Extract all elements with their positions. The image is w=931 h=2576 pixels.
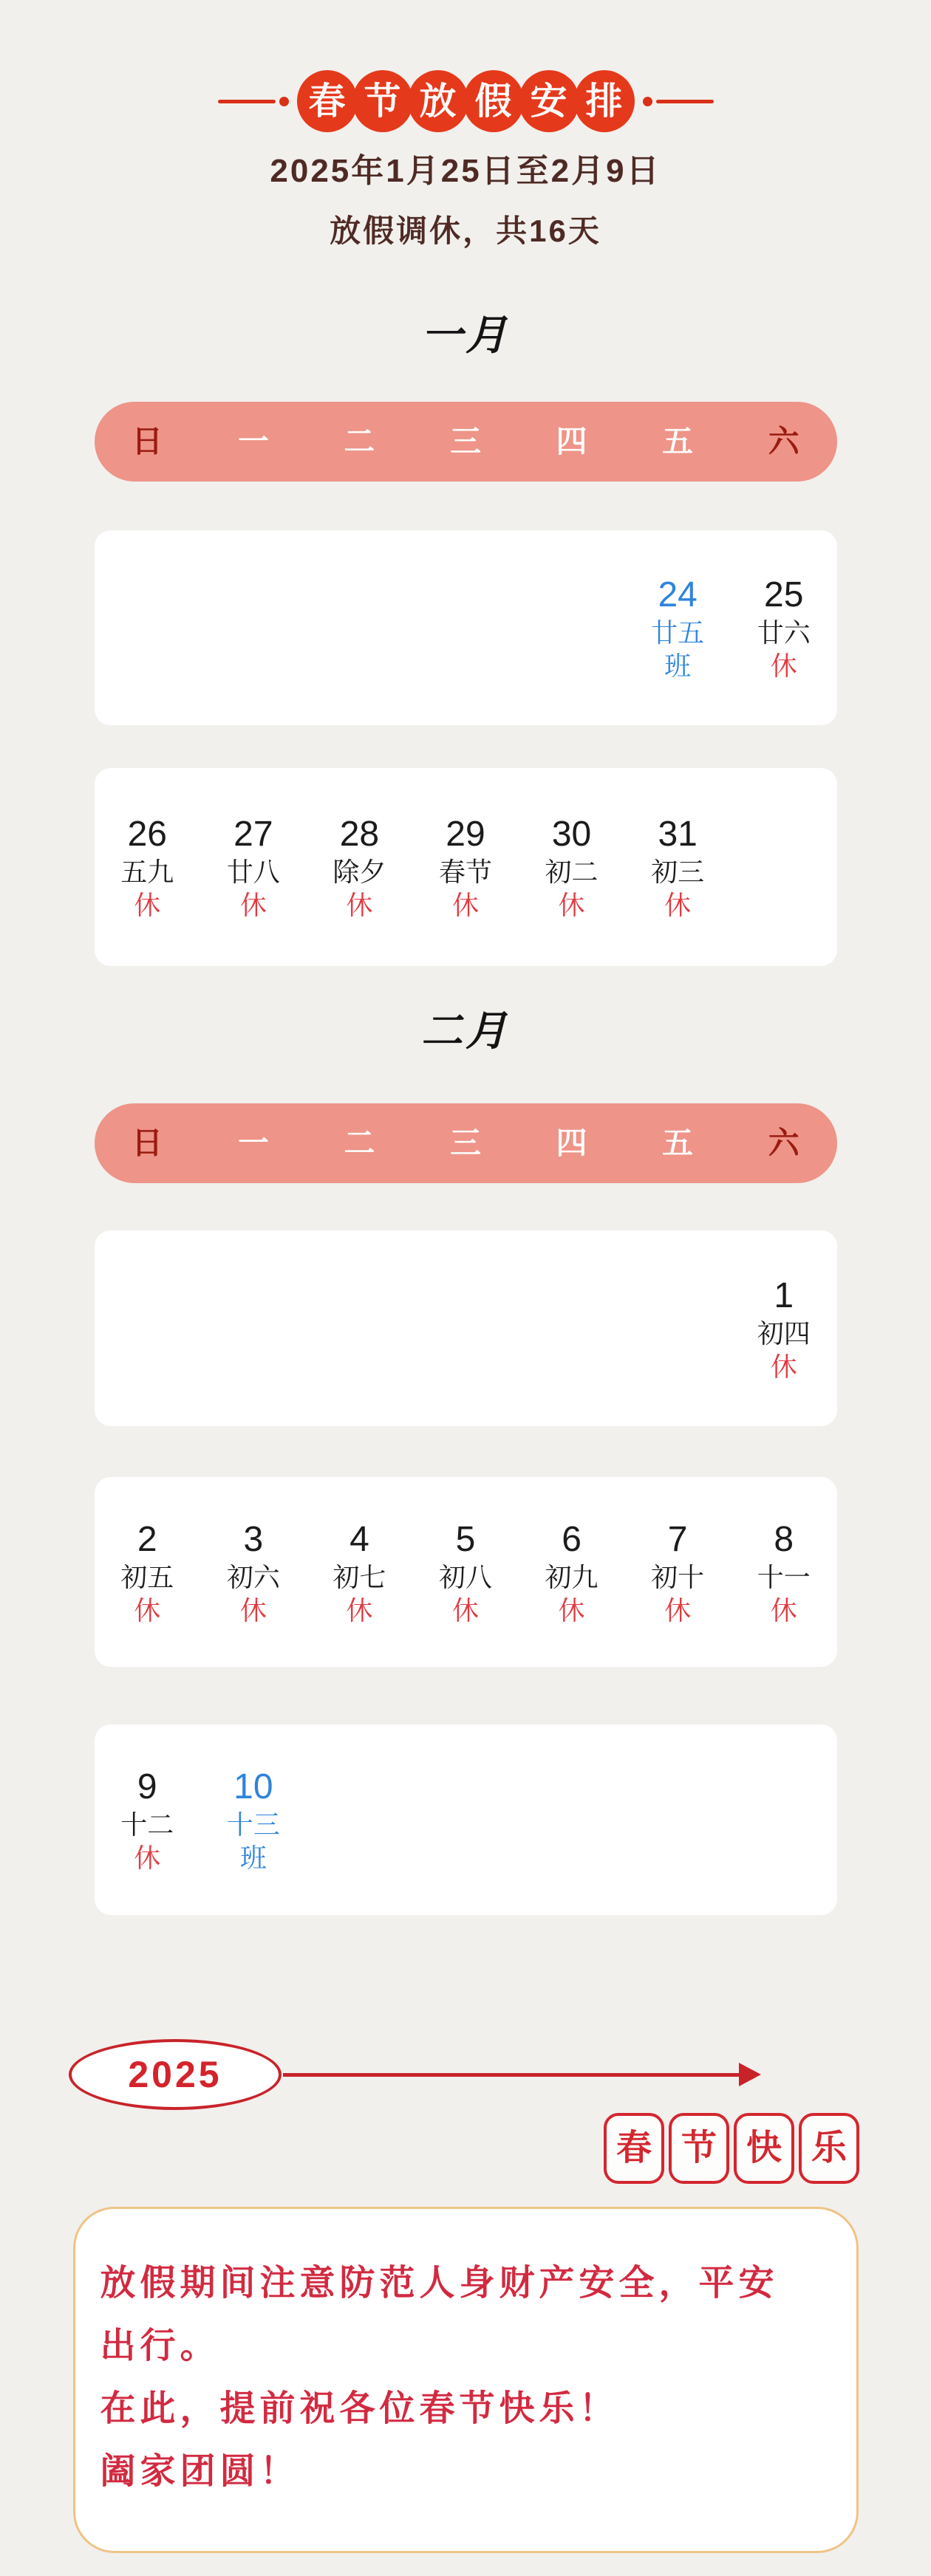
weekday-1: 一 bbox=[237, 1126, 269, 1160]
day-cell bbox=[95, 1724, 201, 1915]
day-lunar-label: 初三 bbox=[651, 857, 705, 887]
badge-char: 春 bbox=[297, 70, 358, 132]
empty-cell bbox=[519, 1230, 625, 1426]
notice-box bbox=[73, 2207, 859, 2553]
day-cell bbox=[307, 1477, 413, 1667]
day-number: 26 bbox=[127, 815, 167, 854]
empty-cell bbox=[624, 1230, 731, 1426]
year-arrow-row bbox=[0, 2039, 931, 2110]
day-lunar-label: 廿六 bbox=[757, 617, 811, 648]
day-cell bbox=[200, 1724, 307, 1915]
day-number: 4 bbox=[349, 1519, 369, 1559]
weekday-5: 五 bbox=[662, 1126, 694, 1160]
day-number: 27 bbox=[233, 815, 273, 854]
day-lunar-label: 初七 bbox=[332, 1561, 386, 1592]
day-status-label: 休 bbox=[664, 1594, 692, 1626]
day-cell bbox=[731, 1477, 837, 1667]
day-cell bbox=[624, 1477, 731, 1667]
empty-cell bbox=[731, 1724, 837, 1915]
day-lunar-label: 廿五 bbox=[651, 617, 705, 648]
title-badge bbox=[297, 70, 635, 132]
calendar-row-card bbox=[95, 1724, 837, 1915]
weekday-0: 日 bbox=[132, 1126, 163, 1160]
greeting-row bbox=[0, 2113, 931, 2184]
weekday-5: 五 bbox=[662, 424, 694, 459]
day-lunar-label: 五九 bbox=[120, 857, 174, 887]
empty-cell bbox=[412, 1724, 519, 1915]
empty-cell bbox=[519, 1724, 625, 1915]
day-status-label: 休 bbox=[239, 890, 267, 920]
day-status-label: 休 bbox=[664, 890, 692, 920]
right-decoration bbox=[639, 97, 714, 106]
left-decoration bbox=[218, 97, 293, 106]
badge-char: 排 bbox=[574, 70, 635, 132]
day-number: 31 bbox=[658, 815, 698, 854]
day-lunar-label: 十三 bbox=[226, 1809, 280, 1840]
day-number: 7 bbox=[667, 1519, 688, 1559]
day-number: 10 bbox=[233, 1767, 273, 1806]
day-cell bbox=[624, 530, 731, 725]
day-lunar-label: 初六 bbox=[226, 1561, 280, 1592]
day-status-label: 休 bbox=[558, 890, 585, 920]
timeline-arrow-line bbox=[283, 2073, 740, 2077]
weekday-header-january bbox=[95, 402, 837, 482]
day-status-label: 班 bbox=[664, 651, 692, 681]
day-lunar-label: 廿八 bbox=[226, 857, 280, 887]
year-badge bbox=[69, 2039, 282, 2110]
day-lunar-label: 十二 bbox=[120, 1809, 174, 1840]
day-cell bbox=[624, 768, 731, 966]
day-number: 6 bbox=[562, 1519, 582, 1559]
day-status-label: 休 bbox=[346, 1594, 373, 1626]
empty-cell bbox=[200, 530, 307, 725]
empty-cell bbox=[624, 1724, 731, 1915]
day-number: 30 bbox=[551, 815, 592, 854]
day-cell bbox=[731, 1230, 837, 1426]
day-cell bbox=[95, 1477, 201, 1667]
day-lunar-label: 初五 bbox=[120, 1561, 174, 1592]
empty-cell bbox=[412, 1230, 519, 1426]
right-dash-icon bbox=[656, 100, 714, 103]
greeting-box bbox=[799, 2113, 859, 2184]
badge-char: 放 bbox=[408, 70, 468, 132]
weekday-1: 一 bbox=[237, 424, 269, 459]
greeting-char: 节 bbox=[681, 2128, 717, 2168]
day-number: 1 bbox=[774, 1275, 794, 1315]
day-number: 25 bbox=[764, 575, 804, 614]
empty-cell bbox=[519, 530, 625, 725]
day-lunar-label: 春节 bbox=[438, 857, 492, 887]
day-number: 29 bbox=[446, 815, 485, 854]
day-cell bbox=[731, 530, 837, 725]
calendar-cards-january bbox=[95, 482, 837, 966]
day-cell bbox=[412, 768, 519, 966]
empty-cell bbox=[412, 530, 519, 725]
empty-cell bbox=[200, 1230, 307, 1426]
day-number: 2 bbox=[137, 1519, 157, 1559]
day-number: 24 bbox=[658, 575, 698, 614]
month-section-february bbox=[95, 1007, 837, 1915]
weekday-4: 四 bbox=[556, 1126, 587, 1160]
day-cell bbox=[95, 768, 201, 966]
weekday-0: 日 bbox=[132, 424, 163, 459]
right-dot-icon bbox=[643, 97, 652, 106]
month-section-january bbox=[95, 312, 837, 966]
empty-cell bbox=[307, 1724, 413, 1915]
day-status-label: 休 bbox=[451, 890, 479, 920]
weekday-3: 三 bbox=[449, 1126, 481, 1160]
year-text: 2025 bbox=[128, 2054, 222, 2095]
month-title-february: 二月 bbox=[421, 1007, 510, 1054]
empty-cell bbox=[307, 530, 413, 725]
empty-cell bbox=[731, 768, 837, 966]
holiday-summary-text: 放假调休，共16天 bbox=[330, 213, 601, 248]
day-cell bbox=[519, 1477, 625, 1667]
greeting-box bbox=[734, 2113, 794, 2184]
day-lunar-label: 初十 bbox=[651, 1561, 705, 1592]
weekday-2: 二 bbox=[344, 424, 375, 459]
calendar-row-card bbox=[95, 530, 837, 725]
notice-line: 放假期间注意防范人身财产安全，平安 bbox=[100, 2264, 779, 2303]
day-status-label: 休 bbox=[239, 1594, 267, 1626]
day-lunar-label: 初九 bbox=[545, 1561, 598, 1592]
day-lunar-label: 初四 bbox=[757, 1318, 811, 1349]
notice-line: 出行。 bbox=[100, 2326, 220, 2366]
calendar-cards-february bbox=[95, 1183, 837, 1915]
greeting-char: 快 bbox=[746, 2128, 782, 2168]
day-cell bbox=[307, 768, 413, 966]
day-number: 8 bbox=[774, 1519, 794, 1559]
day-status-label: 休 bbox=[770, 1594, 797, 1626]
title-banner bbox=[218, 69, 714, 133]
weekday-6: 六 bbox=[768, 1126, 799, 1160]
calendar-row-card bbox=[95, 1230, 837, 1426]
day-status-label: 休 bbox=[134, 1594, 161, 1626]
day-number: 3 bbox=[243, 1519, 264, 1559]
day-number: 5 bbox=[455, 1519, 476, 1559]
badge-char: 节 bbox=[352, 70, 413, 132]
weekday-3: 三 bbox=[449, 424, 481, 459]
greeting-box bbox=[669, 2113, 729, 2184]
day-status-label: 休 bbox=[770, 651, 797, 681]
day-status-label: 休 bbox=[134, 1843, 161, 1873]
day-cell bbox=[519, 768, 625, 966]
day-lunar-label: 初二 bbox=[545, 857, 598, 887]
empty-cell bbox=[307, 1230, 413, 1426]
left-dash-icon bbox=[218, 100, 276, 103]
badge-char: 假 bbox=[463, 70, 524, 132]
day-cell bbox=[200, 1477, 307, 1667]
empty-cell bbox=[95, 1230, 201, 1426]
greeting-char: 春 bbox=[615, 2128, 652, 2168]
day-lunar-label: 初八 bbox=[438, 1561, 492, 1592]
empty-cell bbox=[95, 530, 201, 725]
day-status-label: 班 bbox=[239, 1843, 267, 1873]
day-cell bbox=[200, 768, 307, 966]
weekday-6: 六 bbox=[768, 424, 799, 459]
day-number: 28 bbox=[339, 815, 380, 854]
weekday-4: 四 bbox=[556, 424, 587, 459]
calendar-row-card bbox=[95, 1477, 837, 1667]
month-title-january: 一月 bbox=[421, 312, 510, 358]
weekday-2: 二 bbox=[344, 1126, 375, 1160]
badge-char: 安 bbox=[519, 70, 579, 132]
weekday-header-february bbox=[95, 1103, 837, 1183]
day-status-label: 休 bbox=[558, 1594, 585, 1626]
left-dot-icon bbox=[279, 97, 289, 106]
day-cell bbox=[412, 1477, 519, 1667]
greeting-box bbox=[604, 2113, 664, 2184]
day-status-label: 休 bbox=[451, 1594, 479, 1626]
greeting-char: 乐 bbox=[811, 2128, 847, 2168]
date-range-text: 2025年1月25日至2月9日 bbox=[270, 153, 661, 189]
day-status-label: 休 bbox=[770, 1351, 797, 1382]
day-status-label: 休 bbox=[346, 890, 373, 920]
notice-line: 阖家团圆！ bbox=[100, 2452, 300, 2491]
notice-line: 在此，提前祝各位春节快乐！ bbox=[100, 2389, 619, 2428]
day-status-label: 休 bbox=[134, 890, 161, 920]
timeline-arrow-head-icon bbox=[739, 2063, 761, 2086]
day-lunar-label: 除夕 bbox=[332, 857, 386, 887]
day-number: 9 bbox=[137, 1767, 157, 1806]
calendar-row-card bbox=[95, 768, 837, 966]
day-lunar-label: 十一 bbox=[757, 1561, 811, 1592]
